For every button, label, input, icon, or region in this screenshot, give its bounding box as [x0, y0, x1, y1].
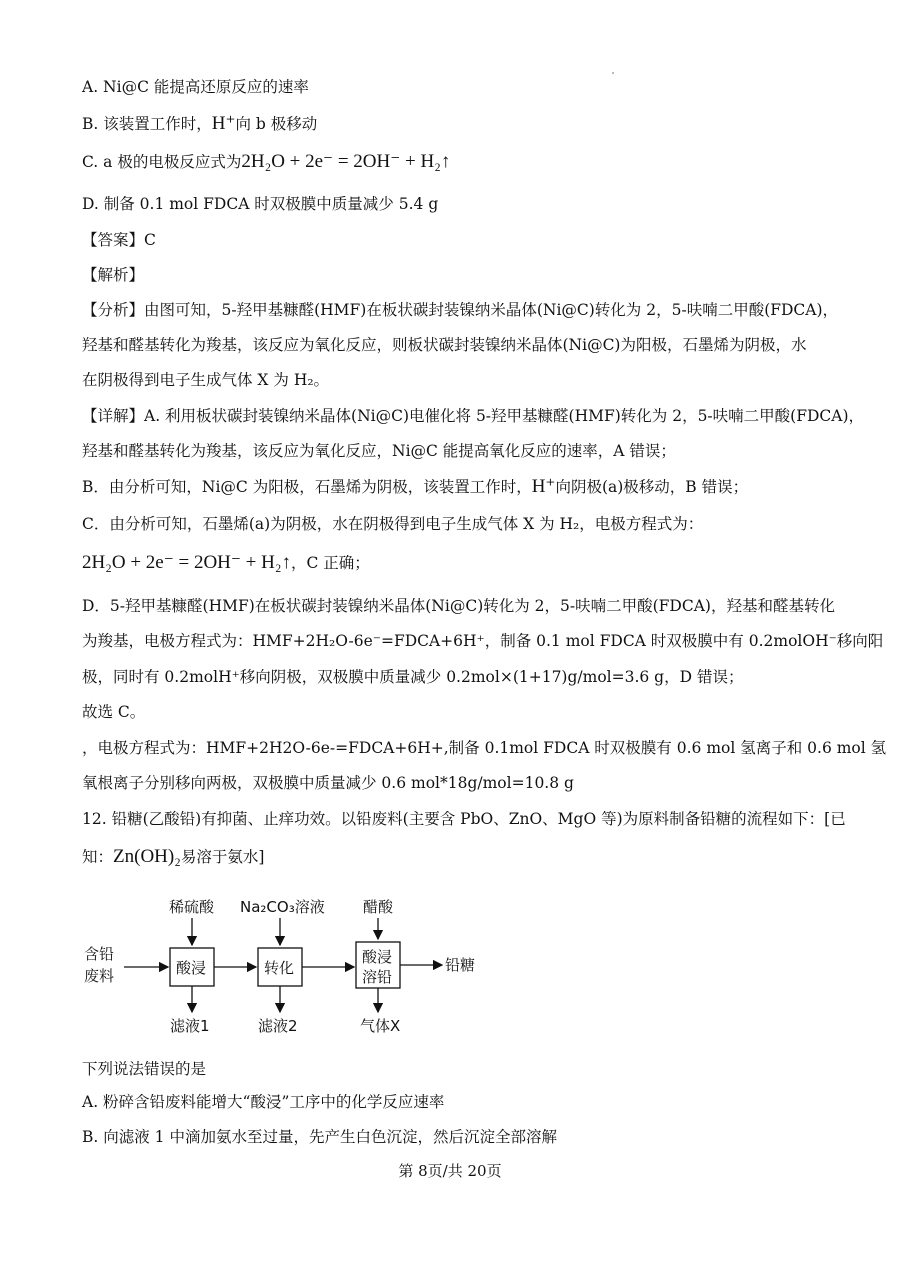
analysis-line: 羟基和醛基转化为羧基，该反应为氧化反应，则板状碳封装镍纳米晶体(Ni@C)为阳极，石墨烯为阴极，水: [82, 336, 807, 354]
flow-step3-line2: 溶铅: [362, 968, 393, 986]
analysis-label: 【解析】: [82, 266, 145, 284]
detail-b-text: B．由分析可知，Ni@C 为阳极，石墨烯为阴极，该装置工作时，: [82, 478, 532, 496]
page-number: 第 8页/共 20页: [398, 1162, 502, 1180]
detail-d-line: 为羧基，电极方程式为：HMF+2H₂O-6e⁻=FDCA+6H⁺，制备 0.1 mol FDCA 时双极膜中有 0.2molOH⁻移向阳: [82, 632, 884, 650]
option-b: [82, 113, 317, 135]
analysis-line: 在阴极得到电子生成气体 X 为 H₂。: [82, 371, 330, 389]
q12-stem: 12. 铅糖(乙酸铅)有抑菌、止痒功效。以铅废料(主要含 PbO、ZnO、MgO 等)为原料制备铅糖的流程如下：[已: [82, 810, 846, 828]
detail-b: [82, 476, 748, 498]
flow-step1: 酸浸: [176, 959, 207, 977]
analysis-line: 羟基和醛基转化为羧基，该反应为氧化反应，Ni@C 能提高氧化反应的速率，A 错误；: [82, 442, 676, 460]
detail-b-text-post: 向阴极(a)极移动，B 错误；: [555, 478, 749, 496]
q12-option-a: A. 粉碎含铅废料能增大“酸浸”工序中的化学反应速率: [82, 1093, 445, 1111]
option-b-ion: H⁺: [211, 113, 236, 134]
option-c-equation: 2H₂O + 2e⁻ = 2OH⁻ + H₂↑: [241, 151, 451, 172]
detail-c-post: ，C 正确；: [291, 554, 370, 572]
detail-c: C．由分析可知，石墨烯(a)为阴极，水在阴极得到电子生成气体 X 为 H₂，电极方程式为：: [82, 515, 704, 533]
q12-option-b: B. 向滤液 1 中滴加氨水至过量，先产生白色沉淀，然后沉淀全部溶解: [82, 1128, 557, 1146]
option-b-text: B. 该装置工作时，: [82, 115, 212, 133]
q12-question: 下列说法错误的是: [82, 1060, 207, 1078]
extra-note-line: ，电极方程式为：HMF+2H2O-6e-=FDCA+6H+,制备 0.1mol FDCA 时双极膜有 0.6 mol 氢离子和 0.6 mol 氢: [82, 739, 887, 757]
flow-input-line2: 废料: [84, 967, 115, 985]
detail-d-line: 极，同时有 0.2molH⁺移向阴极，双极膜中质量减少 0.2mol×(1+17)g/mol=3.6 g，D 错误；: [82, 668, 744, 686]
option-b-text-post: 向 b 极移动: [235, 115, 318, 133]
flow-input-line1: 含铅: [84, 945, 115, 963]
q12-known-post: 易溶于氨水]: [180, 848, 265, 866]
q12-known-pre: 知：: [82, 848, 114, 866]
flow-out2: 滤液2: [258, 1017, 298, 1035]
flow-step3-line1: 酸浸: [362, 948, 393, 966]
process-flow-diagram: [82, 890, 502, 1040]
flow-product: 铅糖: [445, 956, 476, 974]
flow-step2: 转化: [264, 959, 295, 977]
detail-c-equation: 2H₂O + 2e⁻ = 2OH⁻ + H₂↑: [82, 552, 291, 573]
detail-c-equation-line: [82, 552, 370, 574]
option-c-text: C. a 极的电极反应式为: [82, 153, 242, 171]
option-d: D. 制备 0.1 mol FDCA 时双极膜中质量减少 5.4 g: [82, 195, 439, 213]
option-c: [82, 151, 450, 173]
flow-out3: 气体X: [360, 1017, 401, 1035]
analysis-line: 【分析】由图可知，5-羟甲基糠醛(HMF)在板状碳封装镍纳米晶体(Ni@C)转化为 2，5-呋喃二甲酸(FDCA)，: [82, 301, 839, 319]
conclusion: 故选 C。: [82, 703, 146, 721]
flow-reagent3: 醋酸: [363, 898, 394, 916]
detail-d-line: D．5-羟甲基糠醛(HMF)在板状碳封装镍纳米晶体(Ni@C)转化为 2，5-呋喃二甲酸(FDCA)，羟基和醛基转化: [82, 597, 835, 615]
scan-dot: [612, 72, 614, 74]
flow-reagent1: 稀硫酸: [169, 898, 215, 916]
flow-reagent2: Na₂CO₃溶液: [240, 898, 325, 916]
option-a: A. Ni@C 能提高还原反应的速率: [82, 78, 309, 96]
q12-known: [82, 846, 264, 868]
q12-formula: Zn(OH)₂: [113, 846, 181, 867]
answer: 【答案】C: [82, 231, 156, 249]
analysis-line: 【详解】A. 利用板状碳封装镍纳米晶体(Ni@C)电催化将 5-羟甲基糠醛(HMF)转化为 2，5-呋喃二甲酸(FDCA)，: [82, 407, 865, 425]
flow-out1: 滤液1: [170, 1017, 210, 1035]
detail-b-ion: H⁺: [531, 476, 556, 497]
extra-note-line: 氧根离子分别移向两极，双极膜中质量减少 0.6 mol*18g/mol=10.8 g: [82, 774, 574, 792]
